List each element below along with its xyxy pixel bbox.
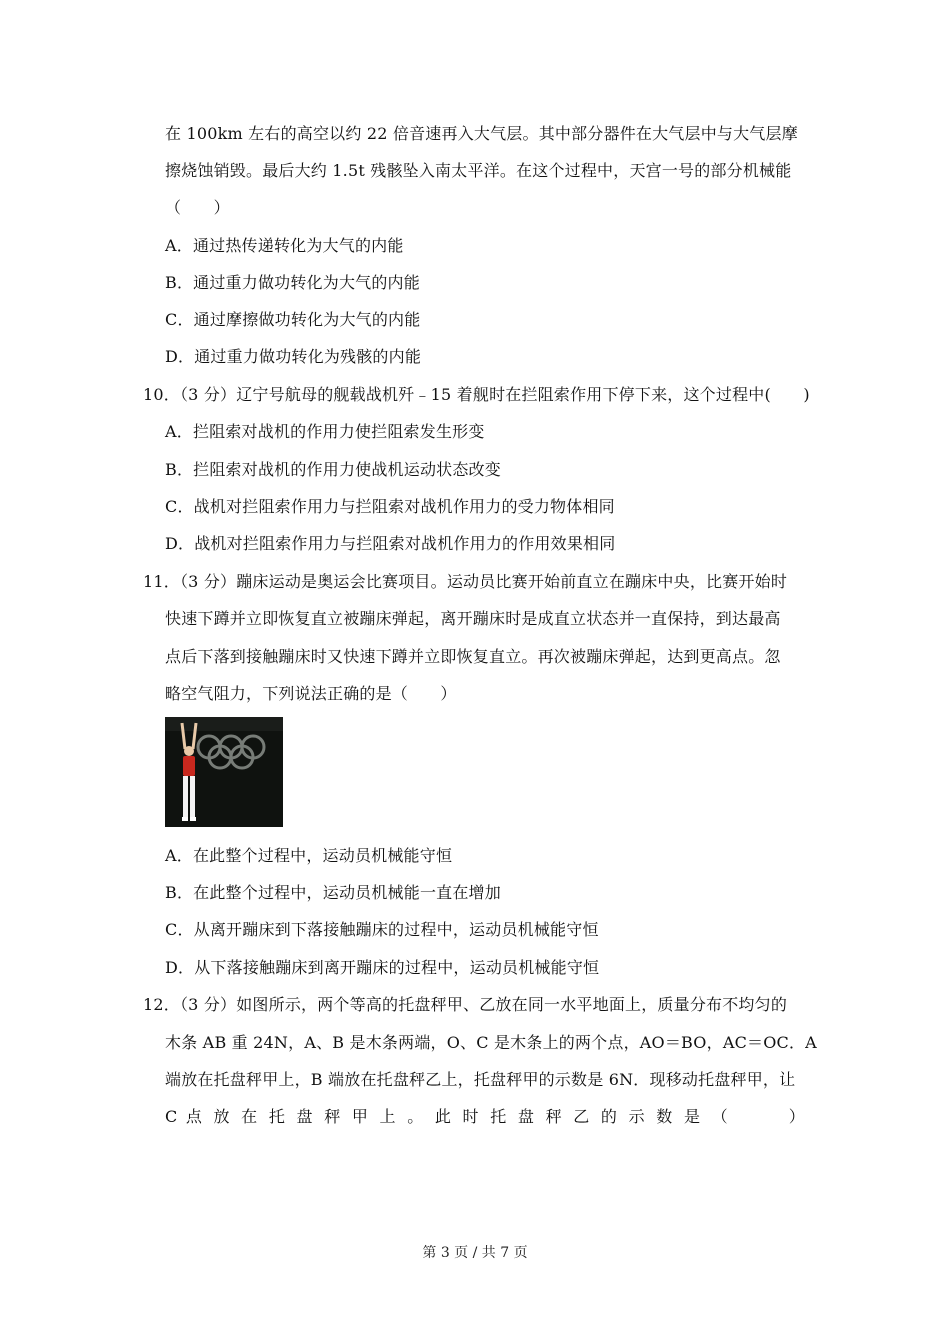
q12-text-line-2: 木条 AB 重 24N，A、B 是木条两端，O、C 是木条上的两个点，AO＝BO，AC＝OC．A xyxy=(165,1033,817,1052)
q11-text-line-3: 点后下落到接触蹦床时又快速下蹲并立即恢复直立。再次被蹦床弹起，达到更高点。忽 xyxy=(165,647,781,666)
q12-stem: 12．（3 分）如图所示，两个等高的托盘秤甲、乙放在同一水平地面上，质量分布不均匀的 xyxy=(143,995,788,1014)
q10-option-d: D．战机对拦阻索作用力与拦阻索对战机作用力的作用效果相同 xyxy=(165,534,616,553)
q10-stem: 10．（3 分）辽宁号航母的舰载战机歼﹣15 着舰时在拦阻索作用下停下来，这个过程中( ) xyxy=(143,385,810,404)
trampoline-athlete-photo xyxy=(165,717,283,827)
q9-option-b: B．通过重力做功转化为大气的内能 xyxy=(165,273,420,292)
q11-option-b: B．在此整个过程中，运动员机械能一直在增加 xyxy=(165,883,501,902)
q11-stem: 11．（3 分）蹦床运动是奥运会比赛项目。运动员比赛开始前直立在蹦床中央，比赛开始时 xyxy=(143,572,788,591)
q11-option-c: C．从离开蹦床到下落接触蹦床的过程中，运动员机械能守恒 xyxy=(165,920,599,939)
q9-text-line-2: 擦烧蚀销毁。最后大约 1.5t 残骸坠入南太平洋。在这个过程中，天宫一号的部分机械能 xyxy=(165,161,792,180)
q11-text-line-4: 略空气阻力，下列说法正确的是（ ） xyxy=(165,684,457,703)
q11-text-line-2: 快速下蹲并立即恢复直立被蹦床弹起，离开蹦床时是成直立状态并一直保持，到达最高 xyxy=(165,609,781,628)
q9-text-line-1: 在 100km 左右的高空以约 22 倍音速再入大气层。其中部分器件在大气层中与大气层摩 xyxy=(165,124,798,143)
q10-option-b: B．拦阻索对战机的作用力使战机运动状态改变 xyxy=(165,460,501,479)
q10-option-c: C．战机对拦阻索作用力与拦阻索对战机作用力的受力物体相同 xyxy=(165,497,615,516)
page-footer: 第 3 页 / 共 7 页 xyxy=(422,1245,528,1261)
q9-answer-blank: （ ） xyxy=(165,198,230,217)
q11-option-a: A．在此整个过程中，运动员机械能守恒 xyxy=(165,846,453,865)
q12-text-line-4: C 点 放 在 托 盘 秤 甲 上 。 此 时 托 盘 秤 乙 的 示 数 是 （ ） xyxy=(165,1107,805,1126)
q11-option-d: D．从下落接触蹦床到离开蹦床的过程中，运动员机械能守恒 xyxy=(165,958,600,977)
q9-option-a: A．通过热传递转化为大气的内能 xyxy=(165,236,404,255)
q12-text-line-3: 端放在托盘秤甲上，B 端放在托盘秤乙上，托盘秤甲的示数是 6N．现移动托盘秤甲，让 xyxy=(165,1070,796,1089)
q9-option-d: D．通过重力做功转化为残骸的内能 xyxy=(165,347,422,366)
q10-option-a: A．拦阻索对战机的作用力使拦阻索发生形变 xyxy=(165,422,485,441)
q9-option-c: C．通过摩擦做功转化为大气的内能 xyxy=(165,310,421,329)
